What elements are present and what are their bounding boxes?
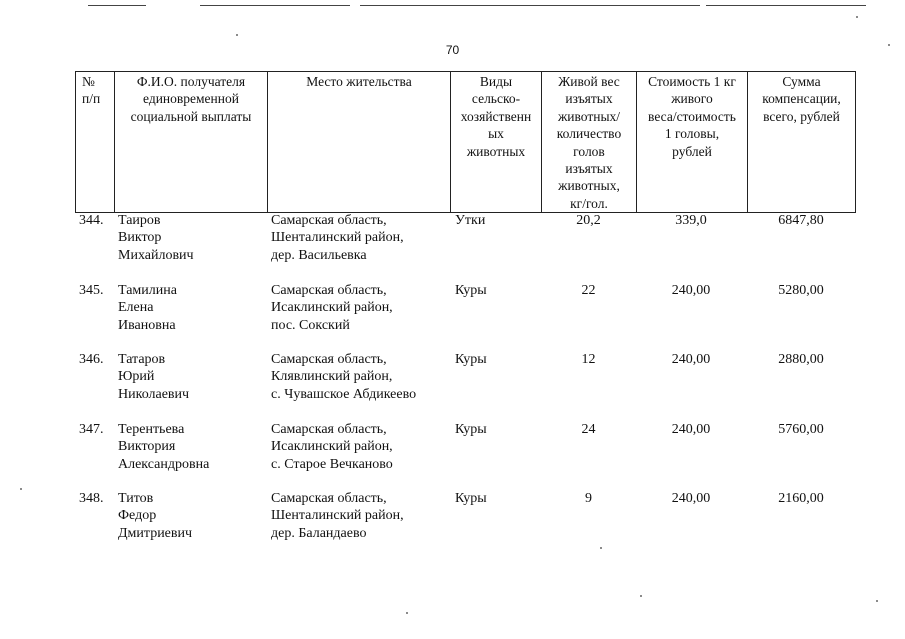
header-fio: Ф.И.О. получателя единовременной социальной выплаты bbox=[115, 72, 268, 213]
scan-speck bbox=[856, 16, 858, 18]
animal-kind: Куры bbox=[455, 352, 487, 367]
unit-price: 339,0 bbox=[675, 213, 707, 228]
recipient-name: Татаров Юрий Николаевич bbox=[118, 352, 190, 402]
header-kind: Виды сельско- хозяйственн ых животных bbox=[451, 72, 542, 213]
weight-count: 22 bbox=[581, 283, 596, 298]
scan-edge-line bbox=[88, 5, 146, 6]
scan-edge-line bbox=[706, 5, 866, 6]
recipient-name: Терентьева Виктория Александровна bbox=[118, 422, 210, 472]
unit-price: 240,00 bbox=[671, 352, 711, 367]
residence: Самарская область, Клявлинский район, с. Чувашское Абдикеево bbox=[271, 352, 417, 402]
weight-count: 12 bbox=[581, 352, 596, 367]
header-price: Стоимость 1 кг живого веса/стоимость 1 головы, рублей bbox=[637, 72, 748, 213]
scan-edge-line bbox=[200, 5, 350, 6]
compensation-total: 6847,80 bbox=[778, 213, 824, 228]
scan-speck bbox=[876, 600, 878, 602]
animal-kind: Куры bbox=[455, 422, 487, 437]
compensation-total: 5760,00 bbox=[778, 422, 824, 437]
animal-kind: Куры bbox=[455, 283, 487, 298]
unit-price: 240,00 bbox=[671, 422, 711, 437]
scan-speck bbox=[640, 595, 642, 597]
header-place: Место жительства bbox=[268, 72, 451, 213]
compensation-total: 2160,00 bbox=[778, 491, 824, 506]
row-number: 347. bbox=[79, 422, 104, 437]
scan-speck bbox=[406, 612, 408, 614]
compensation-total: 5280,00 bbox=[778, 283, 824, 298]
recipient-name: Таиров Виктор Михайлович bbox=[118, 213, 194, 263]
scan-speck bbox=[888, 44, 890, 46]
weight-count: 20,2 bbox=[576, 213, 601, 228]
recipient-name: Тамилина Елена Ивановна bbox=[118, 283, 177, 333]
compensation-total: 2880,00 bbox=[778, 352, 824, 367]
scan-speck bbox=[600, 547, 602, 549]
row-number: 345. bbox=[79, 283, 104, 298]
table-header bbox=[75, 71, 856, 213]
row-number: 344. bbox=[79, 213, 104, 228]
unit-price: 240,00 bbox=[671, 491, 711, 506]
header-total: Сумма компенсации, всего, рублей bbox=[748, 72, 856, 213]
animal-kind: Куры bbox=[455, 491, 487, 506]
scan-edge-line bbox=[360, 5, 700, 6]
scan-speck bbox=[20, 488, 22, 490]
residence: Самарская область, Исаклинский район, пос. Сокский bbox=[271, 283, 393, 333]
weight-count: 9 bbox=[585, 491, 592, 506]
scan-speck bbox=[236, 34, 238, 36]
residence: Самарская область, Шенталинский район, дер. Баландаево bbox=[271, 491, 404, 541]
residence: Самарская область, Исаклинский район, с. Старое Вечканово bbox=[271, 422, 393, 472]
unit-price: 240,00 bbox=[671, 283, 711, 298]
residence: Самарская область, Шенталинский район, дер. Васильевка bbox=[271, 213, 404, 263]
row-number: 348. bbox=[79, 491, 104, 506]
weight-count: 24 bbox=[581, 422, 596, 437]
page-number: 70 bbox=[445, 43, 460, 57]
recipient-name: Титов Федор Дмитриевич bbox=[118, 491, 193, 541]
header-num: № п/п bbox=[76, 72, 115, 213]
row-number: 346. bbox=[79, 352, 104, 367]
header-weight: Живой вес изъятых животных/ количество голов изъятых животных, кг/гол. bbox=[542, 72, 637, 213]
animal-kind: Утки bbox=[455, 213, 486, 228]
